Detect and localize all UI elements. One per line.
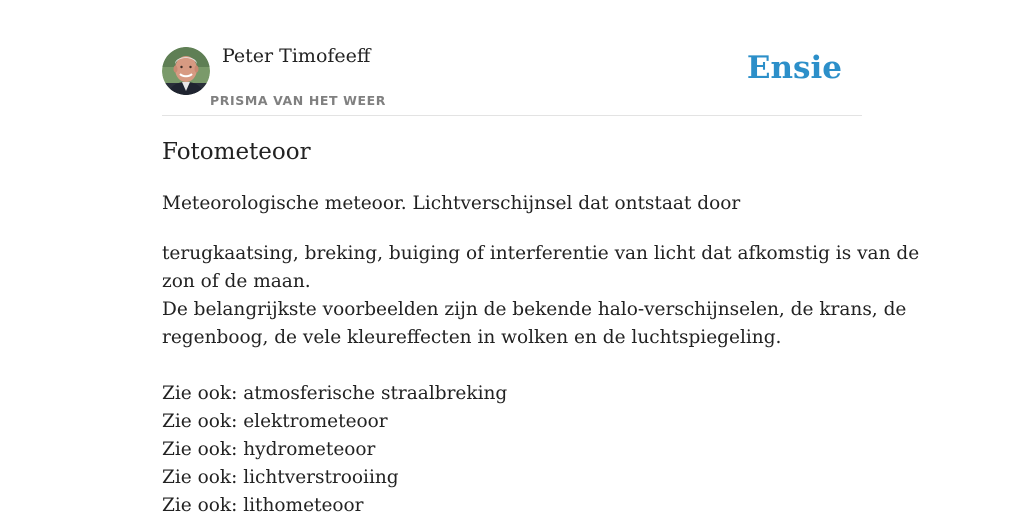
see-also-item: Zie ook: hydrometeoor [162,439,376,460]
author-name[interactable]: Peter Timofeeff [222,45,371,67]
see-also-item: Zie ook: elektrometeoor [162,411,388,432]
entry-header [162,0,862,116]
paragraph-spacer [162,352,862,380]
author-avatar[interactable] [162,47,210,95]
body-line: De belangrijkste voorbeelden zijn de bekende halo-verschijnselen, de krans, de [162,299,907,320]
entry-body [162,240,920,512]
see-also-item: Zie ook: atmosferische straalbreking [162,383,508,404]
source-name[interactable]: PRISMA VAN HET WEER [210,93,386,108]
entry-title: Fotometeoor [162,139,311,165]
see-also-item: Zie ook: lithometeoor [162,495,364,512]
body-line: regenboog, de vele kleureffecten in wolken en de luchtspiegeling. [162,327,782,348]
entry-intro: Meteorologische meteoor. Lichtverschijnsel dat ontstaat door [162,193,741,214]
body-line: zon of de maan. [162,271,311,292]
entry-card [162,0,920,512]
author-photo [162,47,210,95]
ensie-logo[interactable]: Ensie [746,50,842,86]
body-line: terugkaatsing, breking, buiging of interferentie van licht dat afkomstig is van de [162,243,920,264]
see-also-item: Zie ook: lichtverstrooiing [162,467,399,488]
